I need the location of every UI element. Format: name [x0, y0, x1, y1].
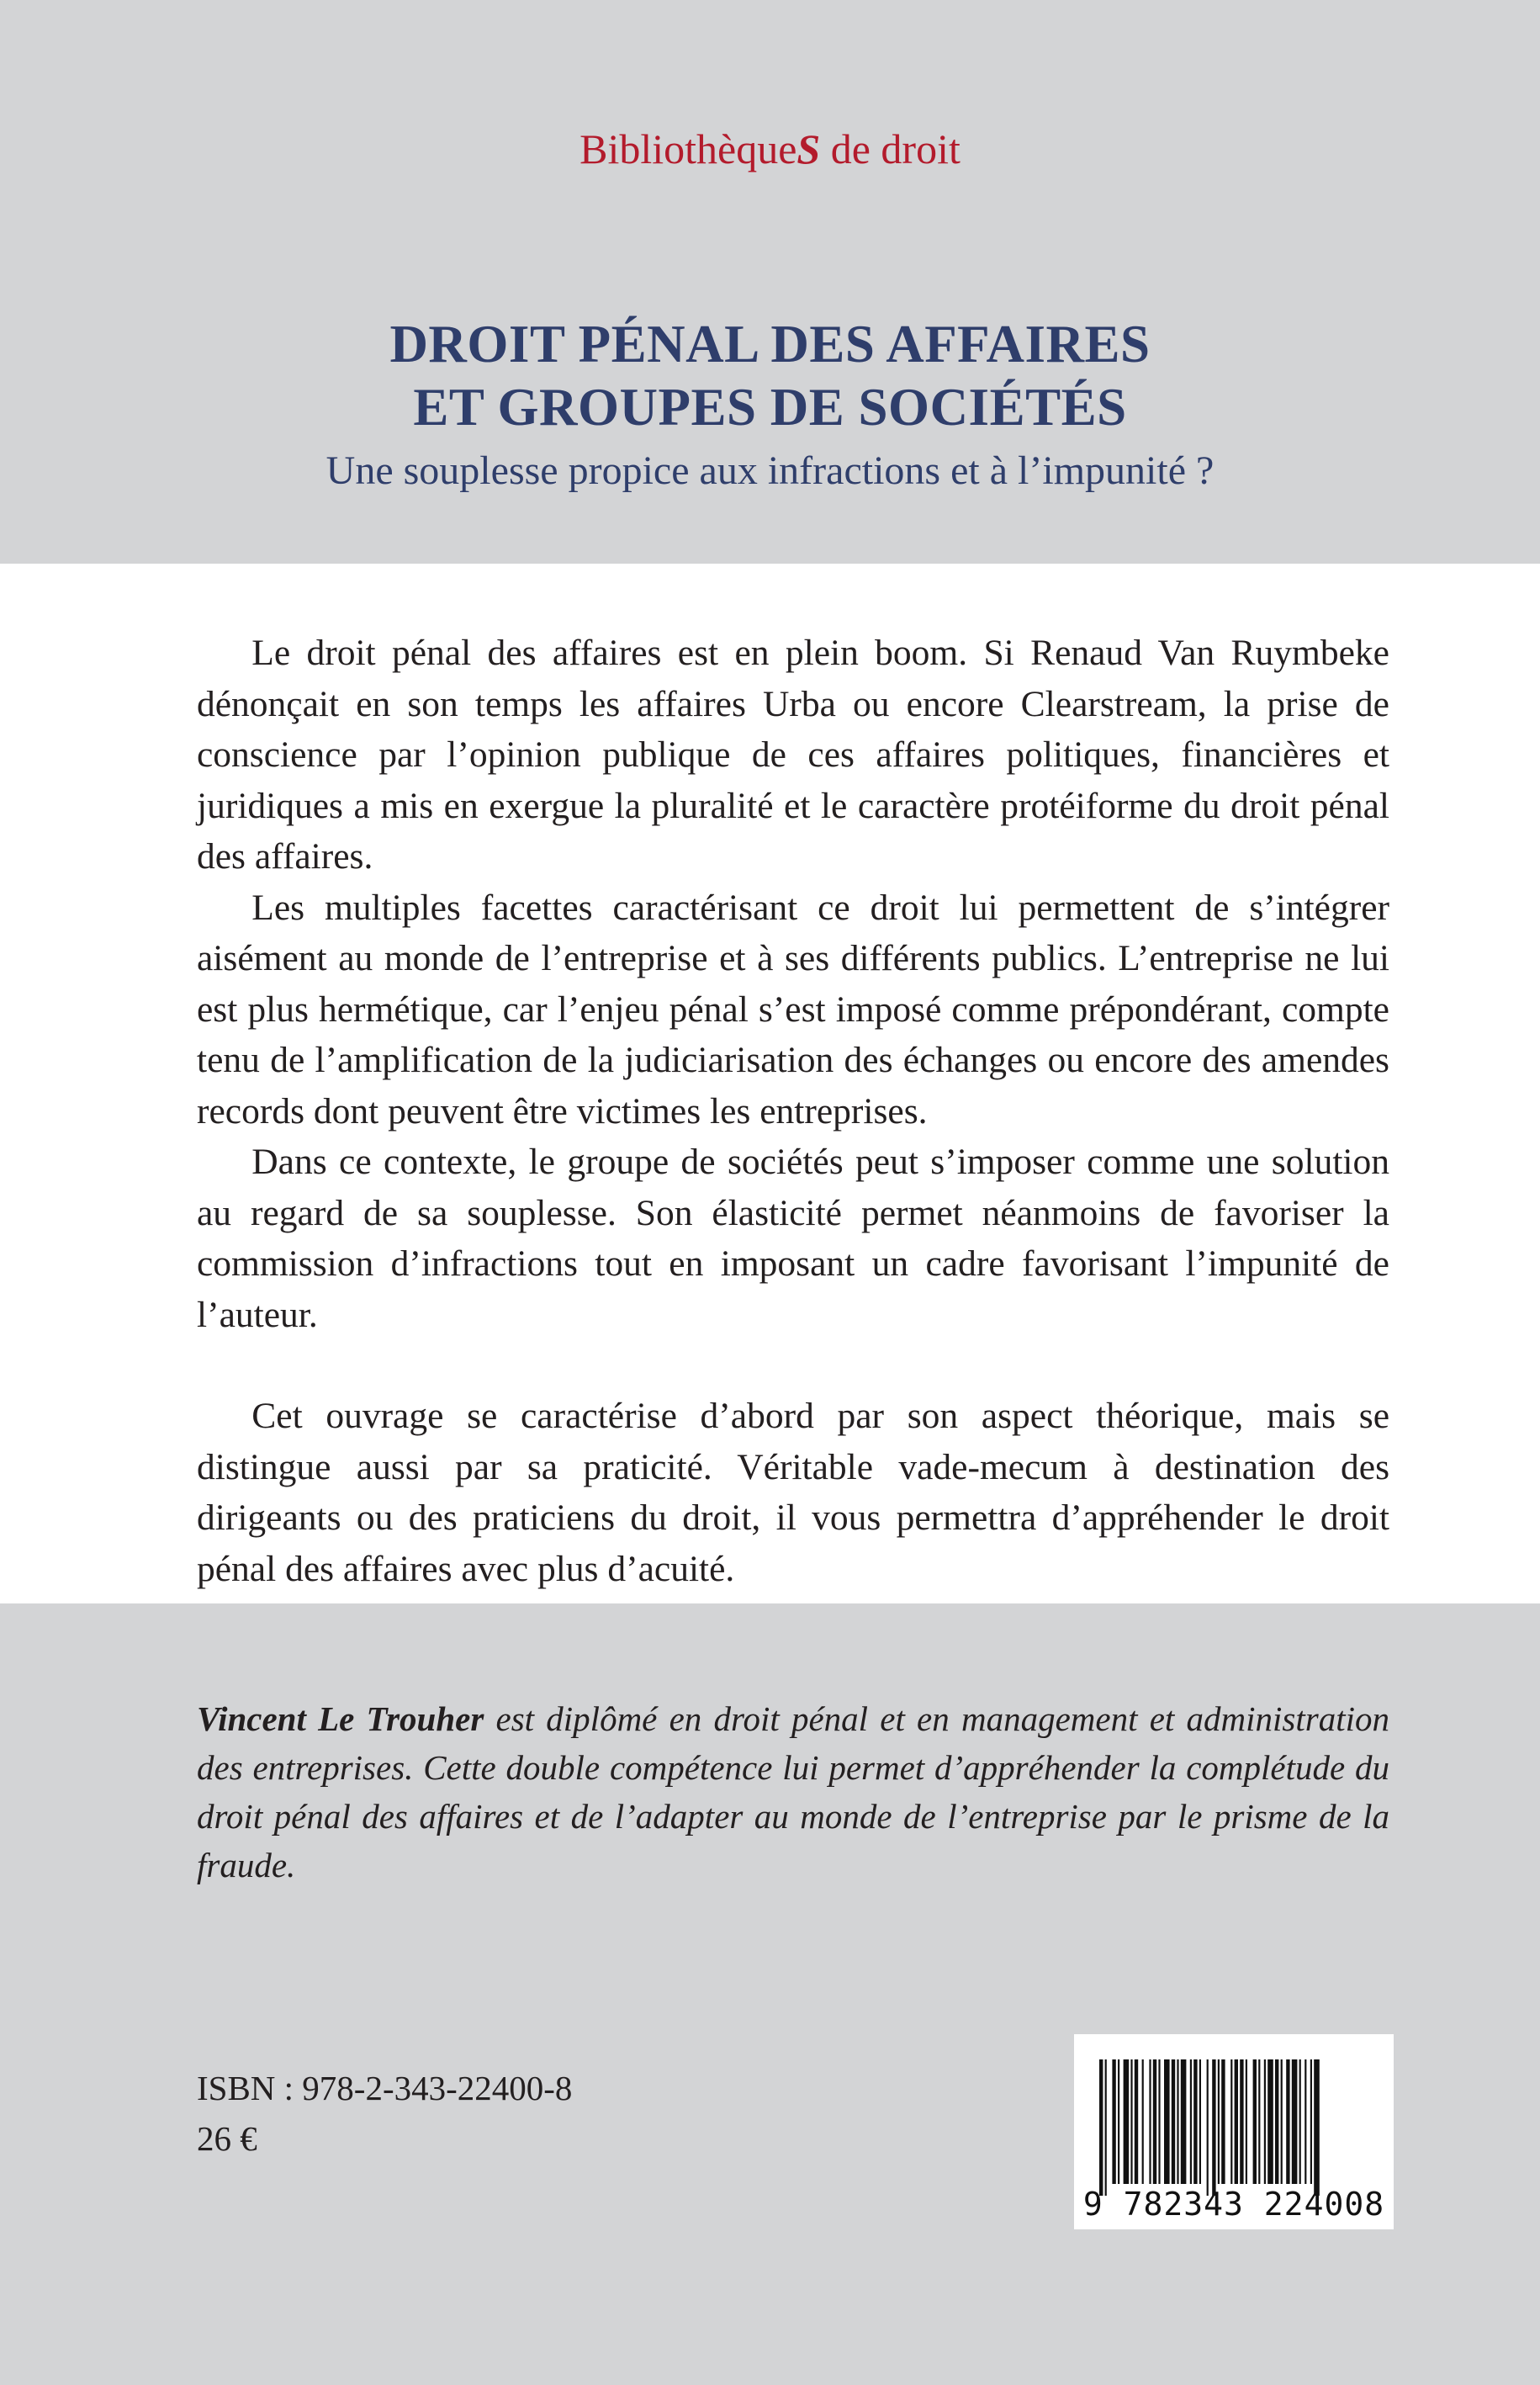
author-bio: [197, 1694, 1389, 1889]
blurb: [197, 628, 1389, 1594]
paragraph-gap: [197, 1340, 1389, 1391]
barcode-bar: [1299, 2059, 1301, 2184]
author-name: Vincent Le Trouher: [197, 1699, 484, 1738]
author-bio-text: est diplômé en droit pénal et en management et administration des entreprises. Cette double compétence lui permet d’appréhender la complétude du droit pénal des affaires et de l’adapter au monde de l’entreprise par le prisme de la fraude.: [197, 1699, 1389, 1884]
series-s: S: [796, 125, 821, 172]
barcode-bar: [1099, 2059, 1103, 2196]
price-label: 26 €: [197, 2119, 257, 2158]
blurb-paragraph-4: Cet ouvrage se caractérise d’abord par son aspect théorique, mais se distingue aussi par sa praticité. Véritable vade-mecum à destination des dirigeants ou des praticiens du droit, il vous permettra d’appréhender le droit pénal des affaires avec plus d’acuité.: [197, 1396, 1389, 1589]
barcode-bar: [1253, 2059, 1257, 2184]
barcode-bar: [1130, 2059, 1132, 2184]
barcode-bar: [1230, 2059, 1232, 2184]
barcode-bar: [1264, 2059, 1266, 2184]
barcode-bar: [1105, 2059, 1107, 2196]
barcode-bar: [1142, 2059, 1144, 2184]
blurb-paragraph-2: Les multiples facettes caractérisant ce droit lui permettent de s’intégrer aisément au monde de l’entreprise et à ses différents publics. L’entreprise ne lui est plus hermétique, car l’enjeu pénal s’est imposé comme prépondérant, compte tenu de l’amplification de la judiciarisation des échanges ou encore des amendes records dont peuvent être victimes les entreprises.: [197, 887, 1389, 1132]
barcode-bar: [1149, 2059, 1151, 2184]
series-rest: de droit: [820, 125, 961, 172]
barcode-bar: [1181, 2059, 1187, 2184]
barcode-bar: [1190, 2059, 1192, 2184]
barcode-bar: [1305, 2059, 1306, 2184]
barcode-bar: [1153, 2059, 1156, 2184]
barcode-bar: [1212, 2059, 1215, 2196]
barcode-bar: [1158, 2059, 1160, 2184]
barcode-bar: [1267, 2059, 1273, 2184]
title-line-1: DROIT PÉNAL DES AFFAIRES: [389, 315, 1151, 374]
barcode-bar: [1281, 2059, 1283, 2184]
series-name: [0, 125, 1540, 173]
barcode-bar: [1292, 2059, 1298, 2184]
barcode-bar: [1286, 2059, 1289, 2184]
barcode-bar: [1258, 2059, 1260, 2184]
isbn-block: [197, 2063, 572, 2164]
barcode-bar: [1112, 2059, 1115, 2184]
barcode-bar: [1240, 2059, 1243, 2184]
barcode: [1074, 2034, 1394, 2229]
book-title: [0, 313, 1540, 439]
barcode-bar: [1118, 2059, 1119, 2184]
blurb-paragraph-3: Dans ce contexte, le groupe de sociétés peut s’imposer comme une solution au regard de sa souplesse. Son élasticité permet néanmoins de favoriser la commission d’infractions tout en imposant un cadre favorisant l’impunité de l’auteur.: [197, 1142, 1389, 1335]
book-subtitle: Une souplesse propice aux infractions et à l’impunité ?: [325, 448, 1215, 493]
barcode-bar: [1164, 2059, 1170, 2184]
barcode-bar: [1193, 2059, 1197, 2184]
series-main: Bibliothèque: [579, 125, 797, 172]
barcode-bar: [1314, 2059, 1320, 2196]
barcode-bar: [1124, 2059, 1130, 2184]
barcode-bar: [1218, 2059, 1220, 2184]
barcode-bar: [1172, 2059, 1175, 2184]
barcode-bar: [1135, 2059, 1138, 2184]
barcode-bar: [1207, 2059, 1209, 2196]
barcode-bar: [1235, 2059, 1238, 2184]
blurb-paragraph-1: Le droit pénal des affaires est en plein boom. Si Renaud Van Ruymbeke dénonçait en son temps les affaires Urba ou encore Clearstream, la prise de conscience par l’opinion publique de ces affaires politiques, financières et juridiques a mis en exergue la pluralité et le caractère protéiforme du droit pénal des affaires.: [197, 633, 1389, 877]
barcode-bar: [1275, 2059, 1278, 2184]
barcode-bar: [1177, 2059, 1178, 2184]
isbn-label: ISBN : 978-2-343-22400-8: [197, 2069, 573, 2107]
barcode-bar: [1199, 2059, 1201, 2184]
title-line-2: ET GROUPES DE SOCIÉTÉS: [413, 378, 1127, 437]
barcode-bar: [1310, 2059, 1312, 2184]
barcode-digits: 9 782343 224008: [1082, 2186, 1385, 2223]
barcode-bar: [1221, 2059, 1225, 2184]
barcode-bar: [1246, 2059, 1247, 2184]
